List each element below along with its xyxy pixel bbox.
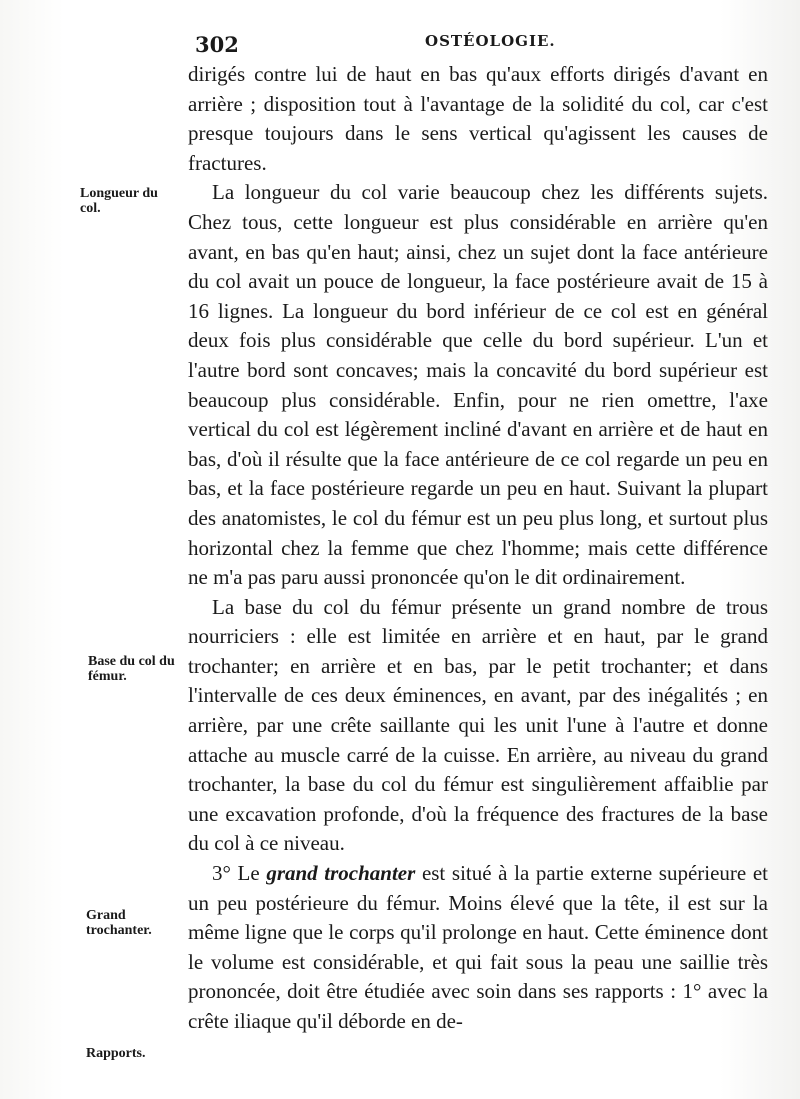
paragraph-longueur-du-col: La longueur du col varie beaucoup chez les différents sujets. Chez tous, cette longueur est plus considérable en arrière qu'en avant, en bas qu'en haut; ainsi, chez un sujet dont la face antérieure du col avait un pouce de longueur, la face postérieure avait de 15 à 16 lignes. La longueur du bord inférieur de ce col est en général deux fois plus considérable que celle du bord supérieur. L'un et l'autre bord sont concaves; mais la concavité du bord supérieur est beaucoup plus considérable. Enfin, pour ne rien omettre, l'axe vertical du col est légèrement incliné d'avant en arrière et de haut en bas, d'où il résulte que la face antérieure de ce col regarde un peu en bas, et la face postérieure regarde un peu en haut. Suivant la plupart des anatomistes, le col du fémur est un peu plus long, et surtout plus horizontal chez la femme que chez l'homme; mais cette différence ne m'a pas paru aussi prononcée qu'on le dit ordinairement. bbox=[188, 180, 768, 590]
page-number: 302 bbox=[195, 32, 239, 57]
grand-trochanter-prefix: 3° Le bbox=[212, 861, 267, 886]
sidenote-base-du-col: Base du col du fémur. bbox=[88, 654, 175, 684]
running-title: OSTÉOLOGIE. bbox=[425, 32, 556, 50]
sidenote-longueur-du-col: Longueur du col. bbox=[80, 186, 158, 216]
paragraph-base-du-col: La base du col du fémur présente un grand nombre de trous nourriciers : elle est limitée en arrière et en haut, par le grand trochanter; en arrière et en bas, par le petit trochanter; et dans l'intervalle de ces deux éminences, en avant, par des inégalités ; en arrière, par une crête saillante qui les unit l'une à l'autre et donne attache au muscle carré de la cuisse. En arrière, au niveau du grand trochanter, la base du col du fémur est singulièrement affaiblie par une excavation profonde, d'où la fréquence des fractures de la base du col à ce niveau. bbox=[188, 594, 768, 856]
sidenote-grand-trochanter: Grand trochanter. bbox=[86, 908, 152, 938]
sidenote-rapports: Rapports. bbox=[86, 1046, 146, 1061]
paragraph-grand-trochanter bbox=[188, 859, 768, 1037]
page-header bbox=[195, 28, 770, 58]
body-text bbox=[188, 60, 768, 1037]
grand-trochanter-text: est situé à la partie externe supérieure et un peu postérieure du fémur. Moins élevé que la tête, il est sur la même ligne que le corps qu'il prolonge en haut. Cette éminence dont le volume est considérable, et qui fait sous la peau une saillie très prononcée, doit être étudiée avec soin dans ses rapports : 1° avec la crête iliaque qu'il déborde en de- bbox=[188, 861, 769, 1033]
paragraph-col-continuation: dirigés contre lui de haut en bas qu'aux efforts dirigés d'avant en arrière ; disposition tout à l'avantage de la solidité du col, car c'est presque toujours dans le sens vertical qu'agissent les causes de fractures. bbox=[188, 62, 768, 175]
grand-trochanter-term: grand trochanter bbox=[266, 861, 416, 886]
